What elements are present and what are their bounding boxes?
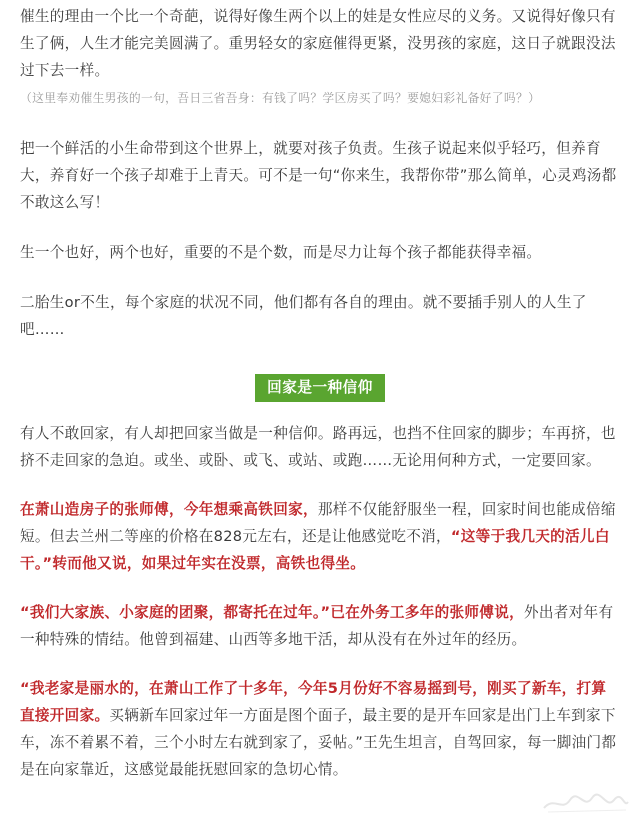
- paragraph-text: 买辆新车回家过年一方面是图个面子，最主要的是开车回家是出门上车到家下车，冻不着累不着，三个小时左右就到家了，妥帖。”王先生坦言，自驾回家，每一脚油门都是在向家靠近，这感觉最能抚慰回家的急切心情。: [20, 707, 617, 778]
- paragraph-second-child: 二胎生or不生，每个家庭的状况不同，他们都有各自的理由。就不要插手别人的人生了吧……: [20, 294, 587, 338]
- paragraph-going-home: 有人不敢回家，有人却把回家当做是一种信仰。路再远，也挡不住回家的脚步；车再挤，也挤不走回家的急迫。或坐、或卧、或飞、或站、或跑……无论用何种方式，一定要回家。: [20, 425, 616, 469]
- emphasis-text: 在萧山造房子的张师傅，今年想乘高铁回家，: [20, 501, 318, 518]
- section-heading: 回家是一种信仰: [255, 374, 385, 402]
- emphasis-quote: “这等于我几天的活儿白干。”转而他又说，如果过年实在没票，高铁也得坐。: [20, 528, 610, 572]
- paragraph-text: 那样不仅能舒服坐一程，回家时间也能成倍缩短。但去兰州二等座的价格在828元左右，还是让他感觉吃不消，: [20, 501, 616, 545]
- emphasis-quote: “我们大家族、小家庭的团聚，都寄托在过年。”已在外务工多年的张师傅说，: [20, 604, 524, 621]
- paragraph-family-reunion: [20, 599, 620, 653]
- paragraph-master-zhang-train: [20, 496, 620, 577]
- emphasis-quote: “我老家是丽水的，在萧山工作了十多年，今年5月份好不容易摇到号，刚买了新车，打算直接开回家。: [20, 680, 607, 724]
- brush-watermark-icon: [540, 788, 632, 816]
- paragraph-drive-home: [20, 675, 620, 783]
- paragraph-responsibility: 把一个鲜活的小生命带到这个世界上，就要对孩子负责。生孩子说起来似乎轻巧，但养育大，养育好一个孩子却难于上青天。可不是一句“你来生，我帮你带”那么简单，心灵鸡汤都不敢这么写！: [20, 140, 617, 211]
- paragraph-text: 催生的理由一个比一个奇葩，说得好像生两个以上的娃是女性应尽的义务。又说得好像只有生了俩，人生才能完美圆满了。重男轻女的家庭催得更紧，没男孩的家庭，这日子就跟没法过下去一样。: [20, 8, 616, 79]
- section-heading-wrapper: [20, 374, 620, 402]
- paragraph-text: 外出者对年有一种特殊的情结。他曾到福建、山西等多地干活，却从没有在外过年的经历。: [20, 604, 614, 648]
- aside-note: （这里奉劝催生男孩的一句，吾日三省吾身：有钱了吗？学区房买了吗？要媳妇彩礼备好了吗？）: [20, 91, 541, 105]
- paragraph-urging-birth: [20, 3, 620, 112]
- paragraph-happiness: 生一个也好，两个也好，重要的不是个数，而是尽力让每个孩子都能获得幸福。: [20, 244, 542, 261]
